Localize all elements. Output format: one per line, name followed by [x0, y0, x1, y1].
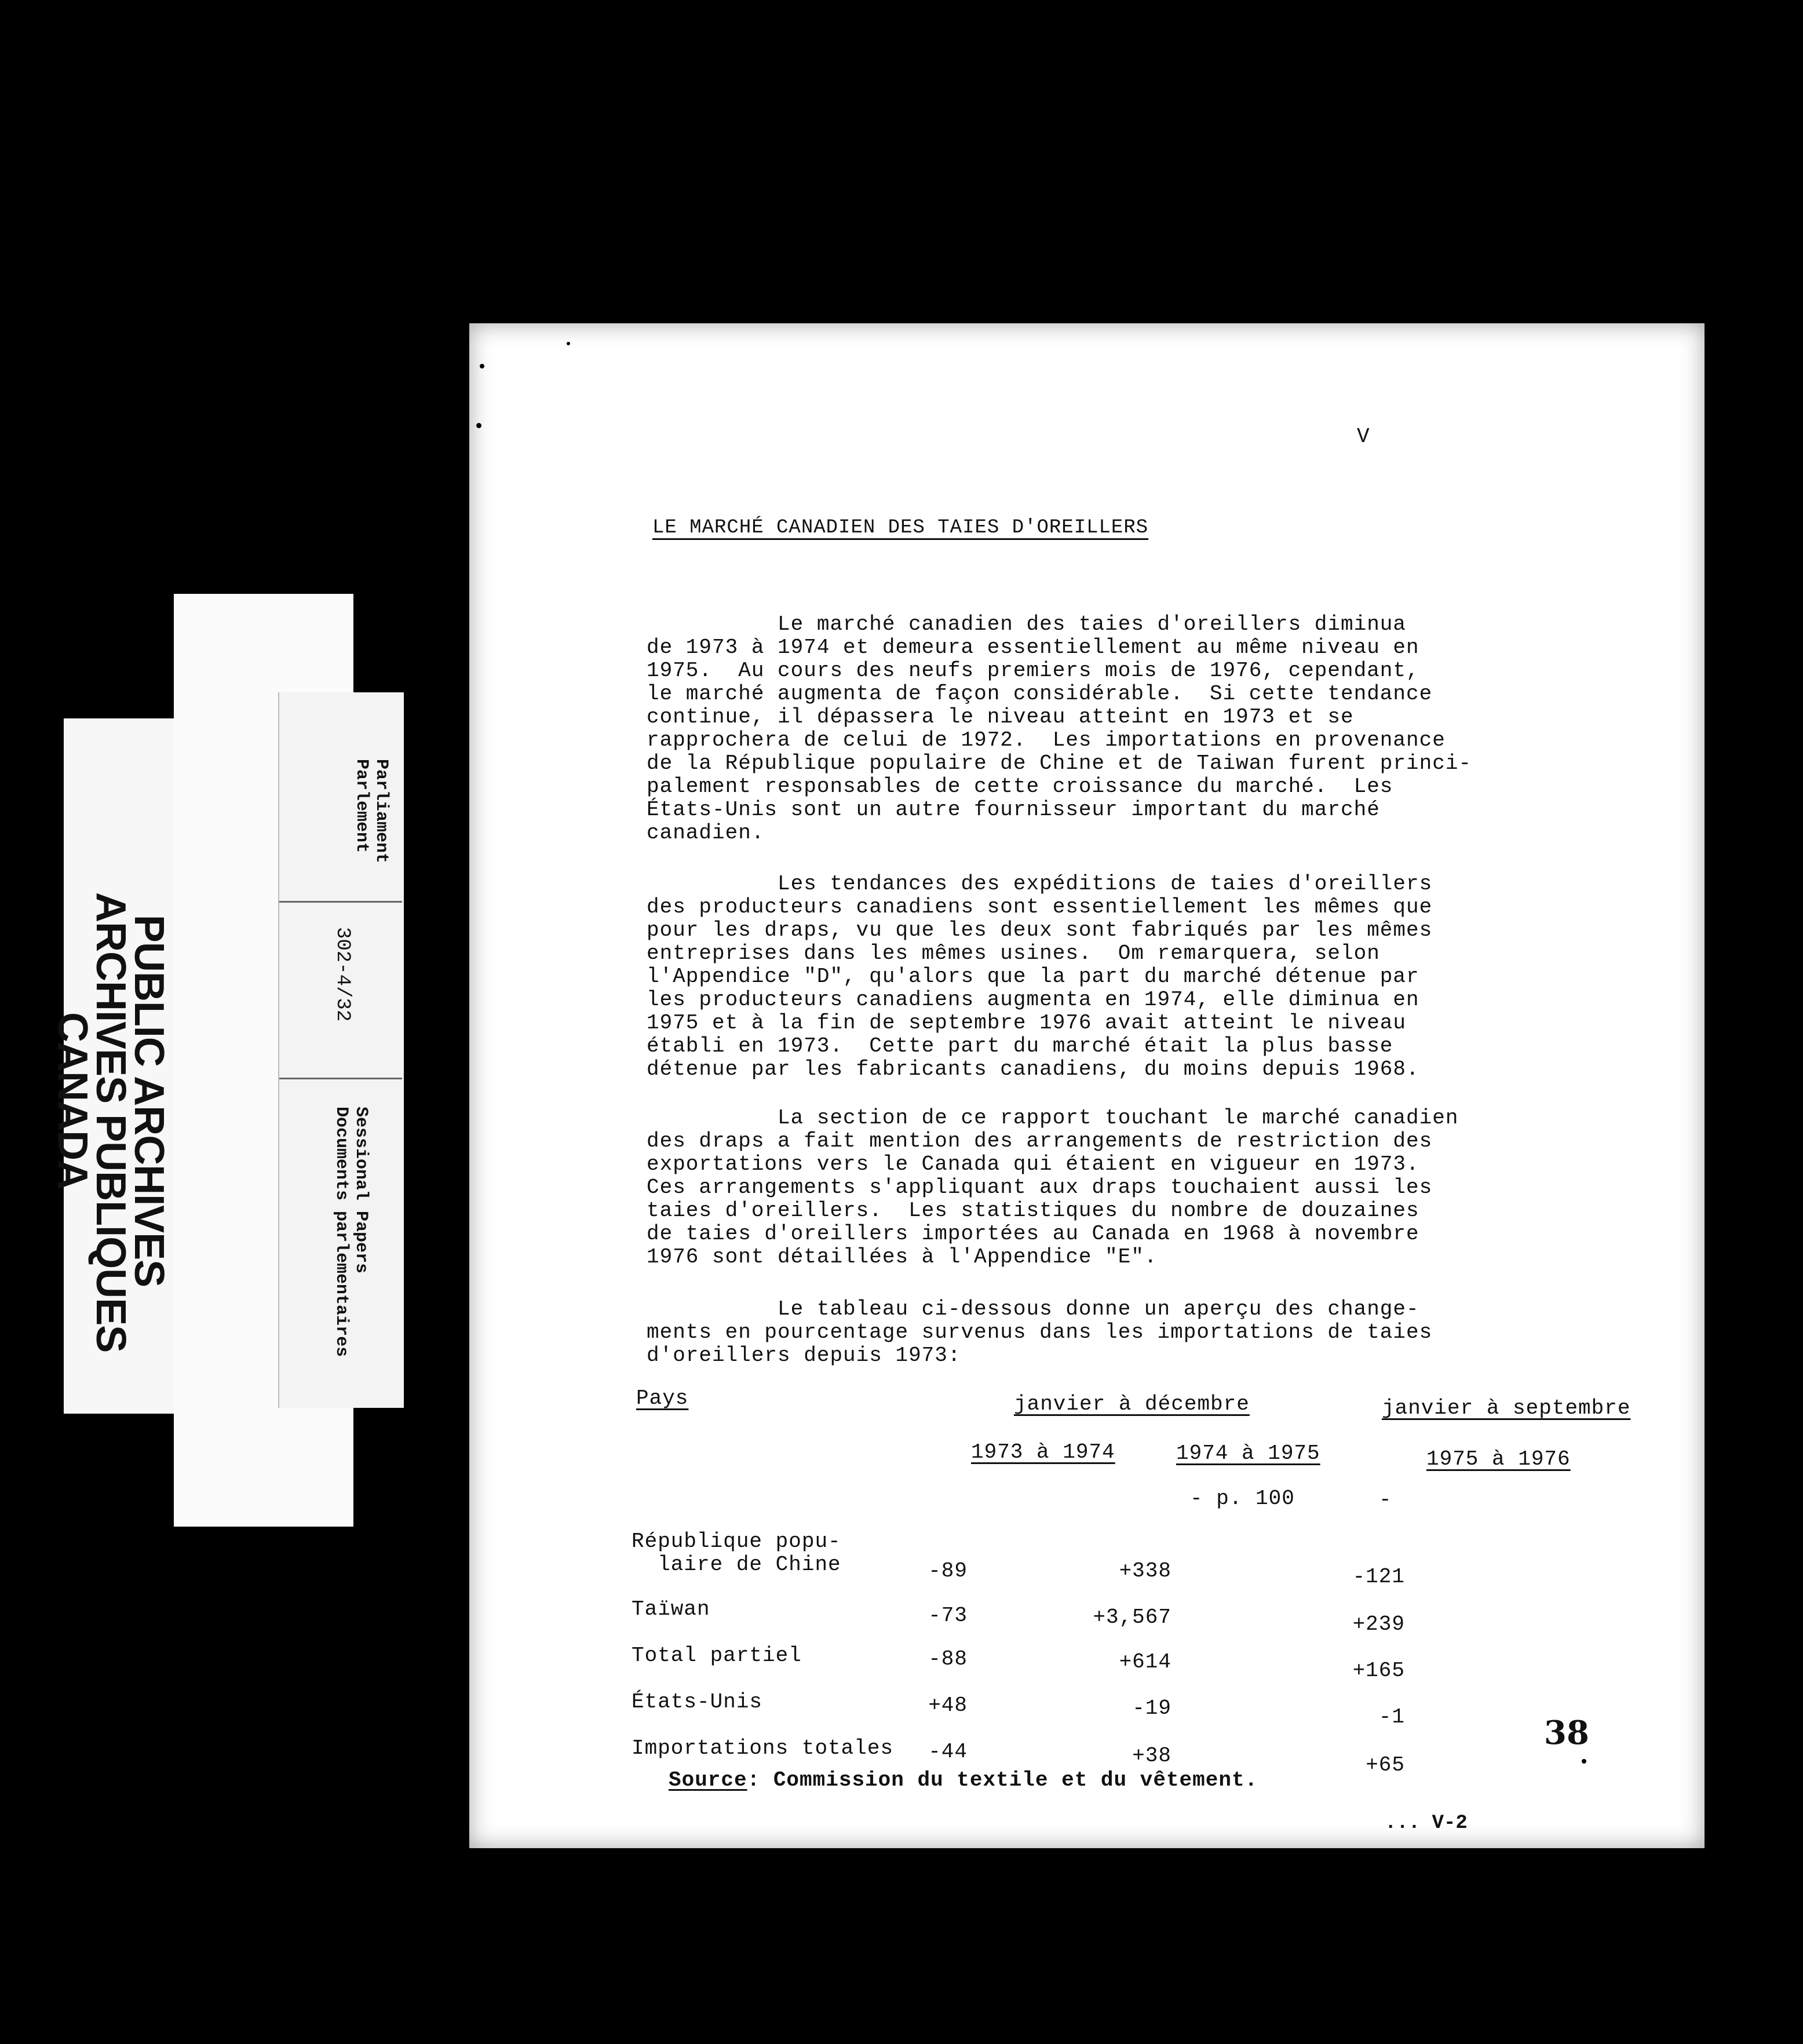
handwritten-page-number: 38	[1544, 1714, 1589, 1752]
document-page	[469, 323, 1705, 1848]
parliament-label	[352, 759, 391, 863]
page-number: V	[1357, 425, 1370, 448]
table-header-pays: Pays	[636, 1386, 689, 1410]
paragraph: Le tableau ci-dessous donne un aperçu des change- ments en pourcentage survenus dans les importations de taies d'oreillers depuis 1973:	[647, 1297, 1433, 1367]
table-cell: +38	[1132, 1744, 1171, 1768]
archives-line: PUBLIC ARCHIVES	[126, 914, 172, 1287]
table-cell: -44	[928, 1740, 968, 1764]
archives-stamp-title	[49, 892, 172, 1353]
table-unit-dash: -	[1379, 1488, 1392, 1512]
table-cell: +338	[1119, 1559, 1171, 1583]
table-row-label: États-Unis	[632, 1690, 763, 1714]
strip-divider	[279, 901, 402, 903]
table-cell: -89	[928, 1559, 968, 1583]
table-header-year: 1974 à 1975	[1176, 1441, 1320, 1465]
strip-divider	[279, 1078, 402, 1079]
table-cell: +614	[1119, 1650, 1171, 1674]
table-cell: +165	[1352, 1659, 1405, 1682]
continuation-marker: ... V-2	[1385, 1812, 1468, 1834]
table-header-group-1: janvier à décembre	[1014, 1392, 1250, 1416]
table-row-label: Total partiel	[632, 1644, 802, 1667]
scan-speck	[480, 364, 484, 368]
table-cell: +3,567	[1093, 1605, 1171, 1629]
table-row-label: Taïwan	[632, 1597, 710, 1621]
table-unit-label: - p. 100	[1190, 1487, 1295, 1510]
table-header-year: 1975 à 1976	[1426, 1447, 1571, 1471]
source-label: Source	[669, 1768, 747, 1792]
paragraph: Les tendances des expéditions de taies d'oreillers des producteurs canadiens sont essentiellement les mêmes que pour les draps, vu que les deux sont fabriqués par les mêmes entreprises dans les mêmes usines. Om remarquera, selon l'Appendice "D", qu'alors que la part du marché détenue par les producteurs canadiens augmenta en 1974, elle diminua en 1975 et à la fin de septembre 1976 avait atteint le niveau établi en 1973. Cette part du marché était la plus basse détenue par les fabricants canadiens, du moins depuis 1968.	[647, 872, 1433, 1081]
paragraph: La section de ce rapport touchant le marché canadien des draps a fait mention des arrangements de restriction des exportations vers le Canada qui étaient en vigueur en 1973. Ces arrangements s'appliquant aux draps touchaient aussi les taies d'oreillers. Les statistiques du nombre de douzaines de taies d'oreillers importées au Canada en 1968 à novembre 1976 sont détaillées à l'Appendice "E".	[647, 1106, 1459, 1269]
table-cell: +65	[1366, 1753, 1405, 1777]
table-cell: -121	[1352, 1565, 1405, 1589]
archives-line: ARCHIVES PUBLIQUES	[87, 892, 134, 1353]
table-row-label: Importations totales	[632, 1736, 894, 1760]
scan-speck	[476, 423, 481, 428]
table-cell: -73	[928, 1604, 968, 1627]
scan-speck	[1582, 1759, 1586, 1764]
source-note	[669, 1768, 1258, 1792]
table-header-year: 1973 à 1974	[971, 1440, 1115, 1464]
parliament-line: Parliament	[371, 759, 391, 864]
sessional-line: Sessional Papers	[351, 1107, 371, 1274]
source-text: : Commission du textile et du vêtement.	[747, 1768, 1258, 1792]
sessional-papers-label	[331, 1107, 371, 1357]
table-header-group-2: janvier à septembre	[1382, 1396, 1631, 1420]
reference-number: 302-4/32	[331, 927, 353, 1022]
table-row-label: République popu- laire de Chine	[632, 1530, 841, 1576]
paragraph: Le marché canadien des taies d'oreillers diminua de 1973 à 1974 et demeura essentiellement au même niveau en 1975. Au cours des neufs premiers mois de 1976, cependant, le marché augmenta de façon considérable. Si cette tendance continue, il dépassera le niveau atteint en 1973 et se rapprochera de celui de 1972. Les importations en provenance de la République populaire de Chine et de Taiwan furent princi- palement responsables de cette croissance du marché. Les États-Unis sont un autre fournisseur important du marché canadien.	[647, 612, 1472, 845]
table-cell: -1	[1378, 1705, 1405, 1729]
table-cell: -19	[1132, 1696, 1171, 1720]
sessional-line: Documents parlementaires	[331, 1107, 351, 1357]
table-cell: +239	[1352, 1612, 1405, 1636]
table-cell: +48	[928, 1693, 968, 1717]
scan-speck	[567, 342, 570, 345]
table-cell: -88	[928, 1647, 968, 1671]
archives-line: CANADA	[49, 1012, 96, 1189]
parliament-line: Parlement	[352, 759, 371, 853]
document-title: LE MARCHÉ CANADIEN DES TAIES D'OREILLERS	[652, 517, 1149, 539]
